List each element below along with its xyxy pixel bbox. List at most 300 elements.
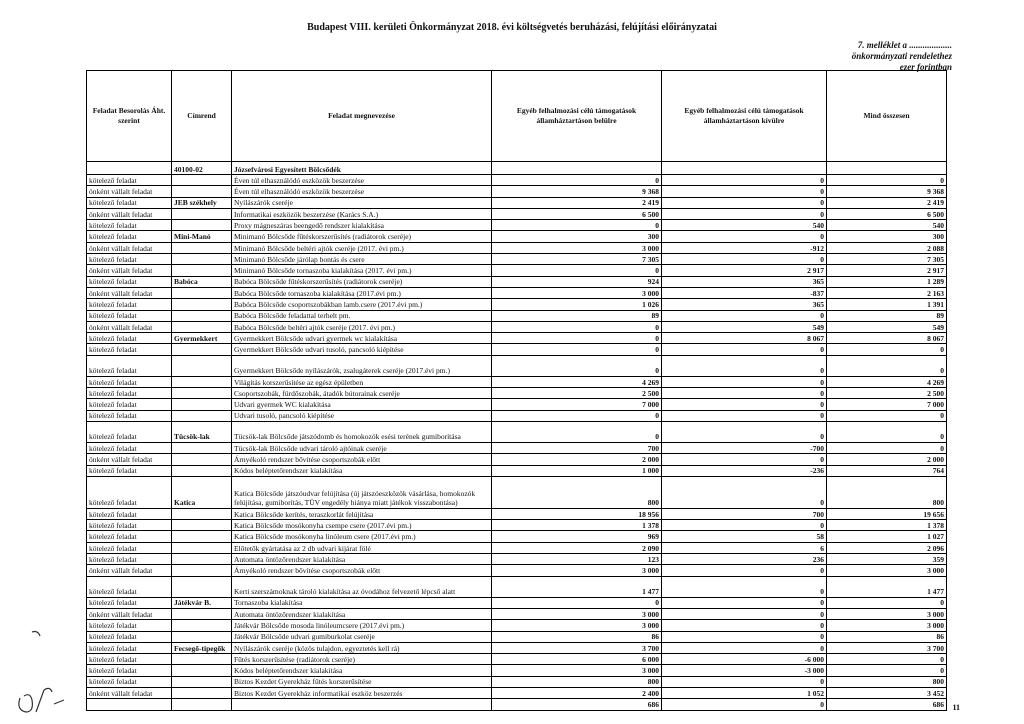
column-header-total: Mind összesen xyxy=(827,71,947,162)
row-value-total: 3 452 xyxy=(827,687,947,698)
table-row xyxy=(87,254,947,265)
row-category: kötelező feladat xyxy=(87,231,172,242)
row-task-name: Kódos beléptetőrendszer kialakítása xyxy=(232,665,492,676)
row-value-outside: 0 xyxy=(662,676,827,687)
row-value-inside: 86 xyxy=(492,631,662,642)
row-category: kötelező feladat xyxy=(87,197,172,208)
row-value-total: 2 163 xyxy=(827,287,947,298)
row-category: kötelező feladat xyxy=(87,442,172,453)
row-category: kötelező feladat xyxy=(87,520,172,531)
row-value-outside: -236 xyxy=(662,465,827,476)
row-value-total: 0 xyxy=(827,344,947,355)
row-cimrend xyxy=(172,242,232,253)
row-cimrend xyxy=(172,344,232,355)
row-value-total: 359 xyxy=(827,554,947,565)
row-category: kötelező feladat xyxy=(87,508,172,519)
row-value-total: 3 000 xyxy=(827,620,947,631)
row-value-inside: 700 xyxy=(492,442,662,453)
row-value-outside: 0 xyxy=(662,175,827,186)
row-value-outside: 540 xyxy=(662,220,827,231)
row-value-inside: 123 xyxy=(492,554,662,565)
row-cimrend xyxy=(172,388,232,399)
table-row xyxy=(87,442,947,453)
table-row xyxy=(87,410,947,421)
row-value-inside: 0 xyxy=(492,175,662,186)
row-value-inside: 3 000 xyxy=(492,287,662,298)
budget-table xyxy=(86,70,947,711)
row-value-outside: 365 xyxy=(662,299,827,310)
row-value-total: 2 917 xyxy=(827,265,947,276)
row-value-inside: 0 xyxy=(492,265,662,276)
table-row xyxy=(87,321,947,332)
row-category: kötelező feladat xyxy=(87,542,172,553)
row-cimrend xyxy=(172,410,232,421)
row-value-inside: 1 477 xyxy=(492,576,662,597)
row-cimrend xyxy=(172,186,232,197)
table-row xyxy=(87,631,947,642)
table-row xyxy=(87,676,947,687)
row-value-total: 0 xyxy=(827,665,947,676)
table-row xyxy=(87,554,947,565)
table-row xyxy=(87,699,947,710)
table-row xyxy=(87,542,947,553)
row-value-total: 0 xyxy=(827,442,947,453)
table-row xyxy=(87,276,947,287)
row-task-name: Világítás korszerűsítése az egész épületben xyxy=(232,376,492,387)
row-task-name: Fűtés korszerűsítése (radiátorok cseréje) xyxy=(232,654,492,665)
table-row xyxy=(87,520,947,531)
row-task-name: Automata öntözőrendszer kialakítása xyxy=(232,608,492,619)
table-row xyxy=(87,231,947,242)
row-value-total: 0 xyxy=(827,410,947,421)
row-task-name: Biztos Kezdet Gyerekház fűtés korszerűsítése xyxy=(232,676,492,687)
row-category: kötelező feladat xyxy=(87,665,172,676)
row-task-name: Babóca Bölcsőde csoportszobákban lamb.csere (2017.évi pm.) xyxy=(232,299,492,310)
column-header-support-outside: Egyéb felhalmozási célú támogatások államháztartáson kívülre xyxy=(662,71,827,162)
row-value-inside: 0 xyxy=(492,421,662,442)
row-value-inside: 0 xyxy=(492,333,662,344)
row-value-outside: -3 000 xyxy=(662,665,827,676)
row-task-name: Informatikai eszközök beszerzése (Karács S.A.) xyxy=(232,208,492,219)
row-cimrend xyxy=(172,620,232,631)
row-value-total: 0 xyxy=(827,355,947,376)
row-value-outside: 0 xyxy=(662,597,827,608)
row-task-name: Gyermekkert Bölcsőde nyílászárók, zsalugáterek cseréje (2017.évi pm.) xyxy=(232,355,492,376)
row-category: kötelező feladat xyxy=(87,344,172,355)
row-category: kötelező feladat xyxy=(87,421,172,442)
annex-line-3: ezer forintban xyxy=(899,62,952,72)
row-task-name: Józsefvárosi Egyesített Bölcsődék xyxy=(232,162,492,175)
table-row xyxy=(87,333,947,344)
row-value-outside: 8 067 xyxy=(662,333,827,344)
row-category: kötelező feladat xyxy=(87,531,172,542)
row-value-outside: 6 xyxy=(662,542,827,553)
row-value-inside: 0 xyxy=(492,321,662,332)
table-row xyxy=(87,388,947,399)
row-task-name: Játékvár Bölcsőde udvari gumiburkolat cseréje xyxy=(232,631,492,642)
row-task-name: Katica Bölcsőde játszóudvar felújítása (új játszóeszközök vásárlása, homokozók felújítása, gumiborítás, TÜV engedély hiánya miatt játékok visszabontása) xyxy=(232,476,492,508)
row-value-outside: 58 xyxy=(662,531,827,542)
row-value-inside: 2 500 xyxy=(492,388,662,399)
table-row xyxy=(87,376,947,387)
row-category: önként vállalt feladat xyxy=(87,321,172,332)
row-value-inside: 2 400 xyxy=(492,687,662,698)
row-task-name: Gyermekkert Bölcsőde udvari tusoló, pancsoló kiépítése xyxy=(232,344,492,355)
row-category: kötelező feladat xyxy=(87,465,172,476)
row-task-name: Minimanó Bölcsőde tornaszoba kialakítása (2017. évi pm.) xyxy=(232,265,492,276)
row-value-inside: 2 000 xyxy=(492,454,662,465)
row-cimrend: Babóca xyxy=(172,276,232,287)
row-category: kötelező feladat xyxy=(87,388,172,399)
row-category: kötelező feladat xyxy=(87,620,172,631)
row-task-name: Udvari tusoló, pancsoló kiépítése xyxy=(232,410,492,421)
row-task-name: Proxy mágneszáras beengedő rendszer kialakítása xyxy=(232,220,492,231)
row-category: kötelező feladat xyxy=(87,654,172,665)
table-row xyxy=(87,399,947,410)
row-value-inside: 3 000 xyxy=(492,665,662,676)
row-cimrend xyxy=(172,265,232,276)
row-task-name: Csoportszobák, fürdőszobák, átadók bútorainak cseréje xyxy=(232,388,492,399)
row-value-outside: 2 917 xyxy=(662,265,827,276)
row-task-name: Katica Bölcsőde mosókonyha csempe csere (2017.évi pm.) xyxy=(232,520,492,531)
row-value-inside: 924 xyxy=(492,276,662,287)
row-task-name: Játékvár Bölcsőde mosoda linóleumcsere (2017.évi pm.) xyxy=(232,620,492,631)
table-row xyxy=(87,220,947,231)
row-task-name: Tücsök-lak Bölcsőde játszódomb és homokozók esési terének gumiborítása xyxy=(232,421,492,442)
row-cimrend xyxy=(172,631,232,642)
row-cimrend xyxy=(172,565,232,576)
row-cimrend xyxy=(172,608,232,619)
row-value-inside: 3 000 xyxy=(492,242,662,253)
row-value-total: 3 000 xyxy=(827,565,947,576)
row-cimrend xyxy=(172,654,232,665)
row-task-name: Tücsök-lak Bölcsőde udvari tároló ajtóinak cseréje xyxy=(232,442,492,453)
row-task-name: Katica Bölcsőde kerítés, teraszkorlát felújítása xyxy=(232,508,492,519)
row-value-total: 7 305 xyxy=(827,254,947,265)
row-cimrend xyxy=(172,508,232,519)
row-value-outside: 0 xyxy=(662,454,827,465)
row-value-outside: 0 xyxy=(662,197,827,208)
handwritten-mark-icon xyxy=(10,628,70,718)
row-value-total: 89 xyxy=(827,310,947,321)
row-cimrend: Fecsegő-tipegők xyxy=(172,642,232,653)
row-value-outside: -837 xyxy=(662,287,827,298)
row-category: önként vállalt feladat xyxy=(87,454,172,465)
row-value-outside: 0 xyxy=(662,186,827,197)
row-value-inside: 1 378 xyxy=(492,520,662,531)
row-value-inside: 18 956 xyxy=(492,508,662,519)
row-value-outside: 700 xyxy=(662,508,827,519)
row-cimrend xyxy=(172,287,232,298)
table-row xyxy=(87,565,947,576)
row-value-outside: 0 xyxy=(662,410,827,421)
row-value-total: 300 xyxy=(827,231,947,242)
row-value-total: 0 xyxy=(827,654,947,665)
row-cimrend xyxy=(172,542,232,553)
table-row xyxy=(87,355,947,376)
row-value-inside: 4 269 xyxy=(492,376,662,387)
row-cimrend xyxy=(172,665,232,676)
row-value-inside: 686 xyxy=(492,699,662,710)
row-cimrend xyxy=(172,399,232,410)
row-value-total: 686 xyxy=(827,699,947,710)
row-category: önként vállalt feladat xyxy=(87,186,172,197)
column-header-category: Feladat Besorolás Áht. szerint xyxy=(87,71,172,162)
table-row xyxy=(87,687,947,698)
row-category: kötelező feladat xyxy=(87,355,172,376)
row-category: önként vállalt feladat xyxy=(87,208,172,219)
row-value-outside: 549 xyxy=(662,321,827,332)
row-value-outside: 0 xyxy=(662,642,827,653)
annex-reference xyxy=(852,40,952,73)
row-cimrend xyxy=(172,299,232,310)
row-value-inside: 3 000 xyxy=(492,620,662,631)
row-cimrend xyxy=(172,576,232,597)
row-value-outside: 0 xyxy=(662,576,827,597)
row-value-inside: 300 xyxy=(492,231,662,242)
row-value-inside: 0 xyxy=(492,220,662,231)
row-value-total: 540 xyxy=(827,220,947,231)
table-row xyxy=(87,576,947,597)
row-value-total: 0 xyxy=(827,597,947,608)
row-value-outside: 0 xyxy=(662,355,827,376)
row-value-outside: 0 xyxy=(662,476,827,508)
row-cimrend xyxy=(172,454,232,465)
table-row xyxy=(87,344,947,355)
row-cimrend: Katica xyxy=(172,476,232,508)
row-value-total: 8 067 xyxy=(827,333,947,344)
row-task-name: Automata öntözőrendszer kialakítása xyxy=(232,554,492,565)
row-value-inside xyxy=(492,162,662,175)
column-header-task-name: Feladat megnevezése xyxy=(232,71,492,162)
row-task-name: Kerti szerszámoknak tároló kialakítása az óvodához felvezető lépcső alatt xyxy=(232,576,492,597)
row-task-name: Minimanó Bölcsőde fűtéskorszerűsítés (radiátorok cseréje) xyxy=(232,231,492,242)
table-row xyxy=(87,299,947,310)
row-value-inside: 1 000 xyxy=(492,465,662,476)
row-category: kötelező feladat xyxy=(87,276,172,287)
row-value-outside: 0 xyxy=(662,631,827,642)
row-category: kötelező feladat xyxy=(87,333,172,344)
row-value-total: 2 088 xyxy=(827,242,947,253)
table-row xyxy=(87,620,947,631)
row-task-name: Katica Bölcsőde mosókonyha linóleum csere (2017.évi pm.) xyxy=(232,531,492,542)
row-cimrend xyxy=(172,520,232,531)
row-cimrend xyxy=(172,310,232,321)
row-cimrend xyxy=(172,531,232,542)
row-value-outside: 0 xyxy=(662,620,827,631)
row-task-name: Éven túl elhasználódó eszközök beszerzése xyxy=(232,175,492,186)
table-row xyxy=(87,454,947,465)
row-value-outside: -700 xyxy=(662,442,827,453)
row-cimrend xyxy=(172,687,232,698)
row-value-total: 3 700 xyxy=(827,642,947,653)
row-value-total: 19 656 xyxy=(827,508,947,519)
row-value-outside: 0 xyxy=(662,699,827,710)
row-value-outside: 0 xyxy=(662,231,827,242)
row-value-inside: 89 xyxy=(492,310,662,321)
row-value-inside: 800 xyxy=(492,476,662,508)
table-row xyxy=(87,310,947,321)
row-cimrend xyxy=(172,442,232,453)
row-value-outside: 236 xyxy=(662,554,827,565)
table-row xyxy=(87,476,947,508)
row-task-name: Biztos Kezdet Gyerekház informatikai eszköz beszerzés xyxy=(232,687,492,698)
row-category: kötelező feladat xyxy=(87,631,172,642)
row-category: kötelező feladat xyxy=(87,597,172,608)
row-value-outside xyxy=(662,162,827,175)
table-row xyxy=(87,642,947,653)
row-task-name: Babóca Bölcsőde beltéri ajtók cseréje (2017. évi pm.) xyxy=(232,321,492,332)
row-value-inside: 0 xyxy=(492,597,662,608)
row-category: kötelező feladat xyxy=(87,376,172,387)
row-value-outside: 365 xyxy=(662,276,827,287)
row-value-total: 9 368 xyxy=(827,186,947,197)
row-value-outside: 0 xyxy=(662,608,827,619)
row-value-inside: 3 000 xyxy=(492,565,662,576)
row-value-total: 549 xyxy=(827,321,947,332)
row-value-total xyxy=(827,162,947,175)
row-value-total: 1 289 xyxy=(827,276,947,287)
row-value-inside: 2 090 xyxy=(492,542,662,553)
row-value-inside: 0 xyxy=(492,355,662,376)
row-task-name: Kódos beléptetőrendszer kialakítása xyxy=(232,465,492,476)
table-row xyxy=(87,242,947,253)
row-category: önként vállalt feladat xyxy=(87,565,172,576)
table-row xyxy=(87,162,947,175)
row-value-outside: -6 000 xyxy=(662,654,827,665)
row-value-total: 1 027 xyxy=(827,531,947,542)
row-value-outside: 0 xyxy=(662,421,827,442)
row-value-total: 86 xyxy=(827,631,947,642)
table-header-row xyxy=(87,71,947,162)
row-category: kötelező feladat xyxy=(87,676,172,687)
row-cimrend xyxy=(172,699,232,710)
row-cimrend xyxy=(172,376,232,387)
row-value-outside: 0 xyxy=(662,208,827,219)
row-cimrend: Játékvár B. xyxy=(172,597,232,608)
row-category: kötelező feladat xyxy=(87,410,172,421)
table-row xyxy=(87,421,947,442)
row-task-name: Udvari gyermek WC kialakítása xyxy=(232,399,492,410)
row-value-total: 2 096 xyxy=(827,542,947,553)
row-category: kötelező feladat xyxy=(87,220,172,231)
row-task-name xyxy=(232,699,492,710)
row-value-total: 4 269 xyxy=(827,376,947,387)
annex-line-1: 7. melléklet a ................... xyxy=(857,40,952,50)
row-category: önként vállalt feladat xyxy=(87,242,172,253)
row-value-inside: 0 xyxy=(492,344,662,355)
row-cimrend: 40100-02 xyxy=(172,162,232,175)
table-row xyxy=(87,597,947,608)
table-row xyxy=(87,186,947,197)
table-row xyxy=(87,197,947,208)
row-task-name: Előtetők gyártatása az 2 db udvari kijárat fölé xyxy=(232,542,492,553)
row-category: kötelező feladat xyxy=(87,310,172,321)
row-value-outside: 0 xyxy=(662,310,827,321)
row-category: kötelező feladat xyxy=(87,642,172,653)
annex-line-2: önkormányzati rendelethez xyxy=(851,51,952,61)
row-cimrend xyxy=(172,465,232,476)
row-task-name: Nyílászárók cseréje (közös tulajdon, egyeztetés kell rá) xyxy=(232,642,492,653)
row-value-inside: 9 368 xyxy=(492,186,662,197)
row-value-inside: 0 xyxy=(492,410,662,421)
row-value-outside: -912 xyxy=(662,242,827,253)
row-value-total: 1 378 xyxy=(827,520,947,531)
row-category: önként vállalt feladat xyxy=(87,687,172,698)
table-row xyxy=(87,265,947,276)
table-row xyxy=(87,208,947,219)
row-value-total: 2 000 xyxy=(827,454,947,465)
row-value-outside: 0 xyxy=(662,399,827,410)
row-value-total: 1 477 xyxy=(827,576,947,597)
row-cimrend xyxy=(172,208,232,219)
row-value-total: 764 xyxy=(827,465,947,476)
row-cimrend: Tücsök-lak xyxy=(172,421,232,442)
row-value-outside: 0 xyxy=(662,344,827,355)
row-task-name: Babóca Bölcsőde tornaszoba kialakítása (2017.évi pm.) xyxy=(232,287,492,298)
row-value-inside: 969 xyxy=(492,531,662,542)
row-cimrend xyxy=(172,175,232,186)
table-body xyxy=(87,162,947,711)
row-value-outside: 0 xyxy=(662,376,827,387)
row-task-name: Tornaszoba kialakítása xyxy=(232,597,492,608)
row-value-outside: 0 xyxy=(662,388,827,399)
row-value-total: 7 000 xyxy=(827,399,947,410)
row-task-name: Árnyékoló rendszer bővítése csoportszobák előtt xyxy=(232,454,492,465)
row-value-inside: 1 026 xyxy=(492,299,662,310)
row-category: önként vállalt feladat xyxy=(87,287,172,298)
row-value-inside: 6 000 xyxy=(492,654,662,665)
row-value-outside: 0 xyxy=(662,520,827,531)
row-value-inside: 3 000 xyxy=(492,608,662,619)
page-title: Budapest VIII. kerületi Önkormányzat 2018. évi költségvetés beruházási, felújítási előirányzatai xyxy=(307,22,717,33)
table-row xyxy=(87,508,947,519)
row-cimrend: Gyermekkert xyxy=(172,333,232,344)
row-task-name: Éven túl elhasználódó eszközök beszerzése xyxy=(232,186,492,197)
row-task-name: Minimanó Bölcsőde beltéri ajtók cseréje (2017. évi pm.) xyxy=(232,242,492,253)
row-value-inside: 7 000 xyxy=(492,399,662,410)
row-value-total: 2 500 xyxy=(827,388,947,399)
row-value-inside: 2 419 xyxy=(492,197,662,208)
row-task-name: Gyermekkert Bölcsőde udvari gyermek wc kialakítása xyxy=(232,333,492,344)
row-category: kötelező feladat xyxy=(87,576,172,597)
table-row xyxy=(87,175,947,186)
row-value-total: 6 500 xyxy=(827,208,947,219)
row-value-outside: 1 052 xyxy=(662,687,827,698)
row-cimrend xyxy=(172,220,232,231)
row-value-outside: 0 xyxy=(662,565,827,576)
row-cimrend: JEB székhely xyxy=(172,197,232,208)
table-row xyxy=(87,531,947,542)
row-category: kötelező feladat xyxy=(87,476,172,508)
row-value-total: 2 419 xyxy=(827,197,947,208)
row-category: kötelező feladat xyxy=(87,554,172,565)
row-category: kötelező feladat xyxy=(87,299,172,310)
row-category: kötelező feladat xyxy=(87,175,172,186)
table-row xyxy=(87,465,947,476)
row-value-total: 800 xyxy=(827,476,947,508)
row-cimrend xyxy=(172,355,232,376)
row-value-total: 0 xyxy=(827,421,947,442)
row-task-name: Nyílászárók cseréje xyxy=(232,197,492,208)
table-row xyxy=(87,654,947,665)
row-cimrend xyxy=(172,676,232,687)
row-category xyxy=(87,162,172,175)
row-cimrend: Mini-Manó xyxy=(172,231,232,242)
row-category: kötelező feladat xyxy=(87,399,172,410)
row-task-name: Minimanó Bölcsőde járólap bontás és csere xyxy=(232,254,492,265)
row-category: önként vállalt feladat xyxy=(87,265,172,276)
